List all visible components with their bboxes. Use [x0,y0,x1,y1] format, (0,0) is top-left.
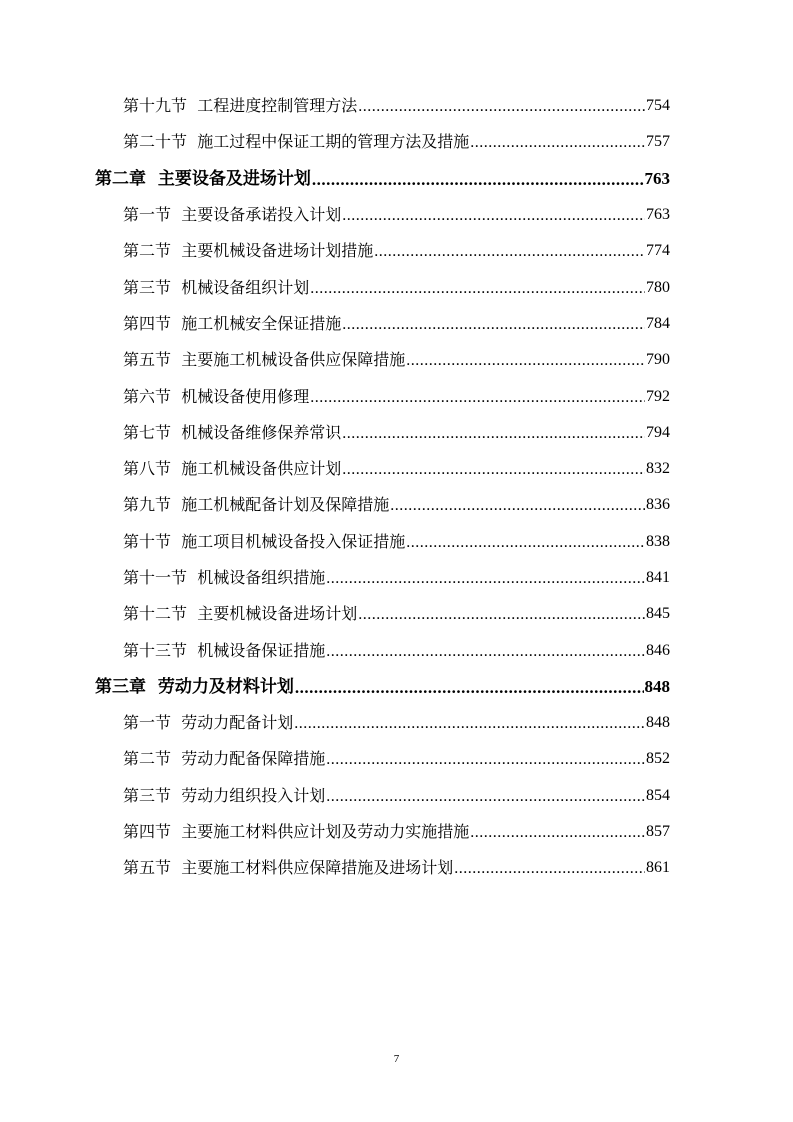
toc-entry-title: 劳动力配备计划 [181,713,294,733]
toc-entry-label [123,568,325,588]
toc-entry-label [123,858,453,878]
toc-entry-gap [187,132,197,151]
toc-entry-page: 861 [646,859,670,877]
toc-entry-gap [146,677,158,697]
toc-entry-number: 第十九节 [123,96,188,116]
toc-entry-page: 854 [646,786,670,804]
toc-entry-gap [171,822,181,841]
toc-entry-gap [146,169,158,189]
toc-entry-label [123,278,309,298]
toc-entry-gap [171,786,181,805]
toc-entry-page: 794 [646,423,670,441]
toc-entry-title: 主要施工材料供应计划及劳动力实施措施 [181,822,470,842]
dot-leader [470,823,645,843]
toc-entry-number: 第九节 [123,495,172,515]
toc-entry-gap [171,532,181,551]
toc-section-entry[interactable] [0,378,670,414]
toc-section-entry[interactable] [0,451,670,487]
toc-entry-number: 第三章 [95,676,146,697]
toc-entry-number: 第三节 [123,277,172,297]
toc-entry-number: 第五节 [123,350,172,370]
dot-leader [326,787,645,807]
toc-entry-label [123,786,325,806]
toc-entry-label [123,495,389,515]
toc-entry-page: 857 [646,823,670,841]
toc-entry-number: 第四节 [123,822,172,842]
toc-entry-gap [171,241,181,260]
toc-section-entry[interactable] [0,741,670,777]
toc-entry-page: 845 [646,605,670,623]
toc-entry-title: 机械设备保证措施 [197,640,326,660]
toc-entry-title: 主要施工材料供应保障措施及进场计划 [181,858,454,878]
toc-entry-title: 主要机械设备进场计划 [197,604,358,624]
toc-entry-gap [171,278,181,297]
dot-leader [390,496,645,516]
toc-entry-page: 841 [646,569,670,586]
toc-entry-gap [171,205,181,224]
toc-section-entry[interactable] [0,342,670,378]
toc-section-entry[interactable] [0,88,670,124]
toc-entry-page: 763 [644,168,670,188]
toc-entry-gap [187,568,197,587]
dot-leader [342,206,645,226]
toc-entry-title: 机械设备组织计划 [181,277,310,297]
toc-entry-label [123,423,341,443]
toc-entry-number: 第八节 [123,459,172,479]
toc-entry-label [123,132,469,152]
toc-entry-title: 施工机械安全保证措施 [181,313,342,333]
toc-section-entry[interactable] [0,814,670,850]
toc-section-entry[interactable] [0,124,670,160]
dot-leader [454,859,645,879]
toc-section-entry[interactable] [0,233,670,269]
toc-entry-number: 第十二节 [123,604,188,624]
toc-chapter-entry[interactable] [0,161,670,197]
toc-entry-number: 第六节 [123,386,172,406]
toc-entry-label [123,641,325,661]
toc-entry-number: 第十一节 [123,568,188,587]
toc-entry-title: 机械设备使用修理 [181,386,310,406]
toc-section-entry[interactable] [0,705,670,741]
toc-entry-gap [171,459,181,478]
toc-section-entry[interactable] [0,306,670,342]
toc-entry-title: 机械设备组织措施 [197,568,326,587]
toc-entry-title: 施工机械设备供应计划 [181,459,342,479]
toc-entry-gap [187,641,197,660]
toc-entry-page: 792 [646,387,670,405]
toc-entry-page: 848 [646,714,670,732]
toc-section-entry[interactable] [0,415,670,451]
toc-entry-page: 848 [644,676,670,696]
toc-entry-label [123,749,325,769]
table-of-contents [0,88,793,887]
toc-entry-label [123,713,293,733]
dot-leader [295,678,644,698]
toc-entry-gap [171,314,181,333]
toc-entry-title: 施工过程中保证工期的管理方法及措施 [197,132,470,152]
toc-entry-number: 第七节 [123,422,172,442]
toc-entry-label [95,677,294,697]
dot-leader [326,750,645,770]
dot-leader [342,315,645,335]
toc-chapter-entry[interactable] [0,669,670,705]
toc-entry-title: 主要设备承诺投入计划 [181,205,342,225]
toc-section-entry[interactable] [0,596,670,632]
dot-leader [312,170,644,190]
toc-entry-number: 第二十节 [123,132,188,152]
dot-leader [294,714,645,734]
dot-leader [310,388,645,408]
toc-entry-title: 工程进度控制管理方法 [197,96,358,116]
toc-entry-title: 主要施工机械设备供应保障措施 [181,350,406,370]
toc-entry-page: 790 [646,351,670,369]
toc-entry-number: 第二章 [95,168,146,189]
toc-entry-number: 第三节 [123,785,172,805]
toc-entry-number: 第四节 [123,313,172,333]
toc-entry-page: 784 [646,314,670,332]
toc-entry-page: 836 [646,496,670,514]
toc-entry-title: 劳动力配备保障措施 [181,749,326,769]
toc-entry-label [123,387,309,407]
toc-entry-label [123,314,341,334]
toc-entry-label [123,822,469,842]
toc-section-entry[interactable] [0,850,670,886]
toc-entry-page: 838 [646,532,670,550]
dot-leader [358,97,645,117]
toc-entry-gap [187,604,197,623]
dot-leader [342,424,645,444]
toc-entry-title: 劳动力组织投入计划 [181,785,326,805]
toc-entry-title: 施工机械配备计划及保障措施 [181,495,390,515]
toc-entry-label [123,241,373,261]
toc-section-entry[interactable] [0,197,670,233]
toc-entry-gap [171,495,181,514]
dot-leader [406,351,645,371]
dot-leader [470,133,645,153]
dot-leader [310,279,645,299]
toc-entry-gap [171,713,181,732]
toc-section-entry[interactable] [0,487,670,523]
toc-entry-page: 846 [646,641,670,659]
toc-entry-page: 754 [646,97,670,115]
toc-entry-title: 主要设备及进场计划 [157,168,311,189]
page-number: 7 [393,1053,400,1065]
dot-leader [358,605,645,625]
toc-entry-number: 第一节 [123,205,172,225]
toc-entry-number: 第一节 [123,713,172,733]
toc-entry-title: 主要机械设备进场计划措施 [181,241,374,261]
dot-leader [326,642,645,662]
toc-entry-label [95,169,311,189]
toc-entry-gap [171,858,181,877]
toc-entry-page: 757 [646,133,670,151]
toc-section-entry[interactable] [0,524,670,560]
toc-entry-label [123,205,341,225]
toc-entry-gap [187,96,197,115]
toc-entry-page: 780 [646,278,670,296]
dot-leader [326,569,645,589]
toc-section-entry[interactable] [0,269,670,305]
toc-entry-label [123,350,405,370]
toc-entry-number: 第二节 [123,749,172,769]
dot-leader [406,533,645,553]
toc-entry-page: 774 [646,242,670,260]
toc-entry-gap [171,749,181,768]
toc-entry-page: 832 [646,460,670,478]
toc-entry-label [123,459,341,479]
toc-entry-page: 763 [646,206,670,224]
toc-entry-label [123,96,357,116]
toc-entry-number: 第二节 [123,241,172,261]
toc-entry-gap [171,387,181,406]
toc-section-entry[interactable] [0,778,670,814]
dot-leader [342,460,645,480]
toc-entry-number: 第十三节 [123,640,188,660]
toc-entry-title: 机械设备维修保养常识 [181,422,342,442]
toc-section-entry[interactable] [0,560,670,596]
toc-entry-number: 第十节 [123,531,172,551]
toc-entry-label [123,532,405,552]
dot-leader [374,242,645,262]
toc-entry-title: 施工项目机械设备投入保证措施 [181,531,406,551]
toc-entry-gap [171,423,181,442]
toc-entry-gap [171,350,181,369]
toc-section-entry[interactable] [0,632,670,668]
toc-entry-label [123,604,357,624]
toc-entry-title: 劳动力及材料计划 [157,676,294,697]
toc-entry-number: 第五节 [123,858,172,878]
toc-entry-page: 852 [646,750,670,768]
